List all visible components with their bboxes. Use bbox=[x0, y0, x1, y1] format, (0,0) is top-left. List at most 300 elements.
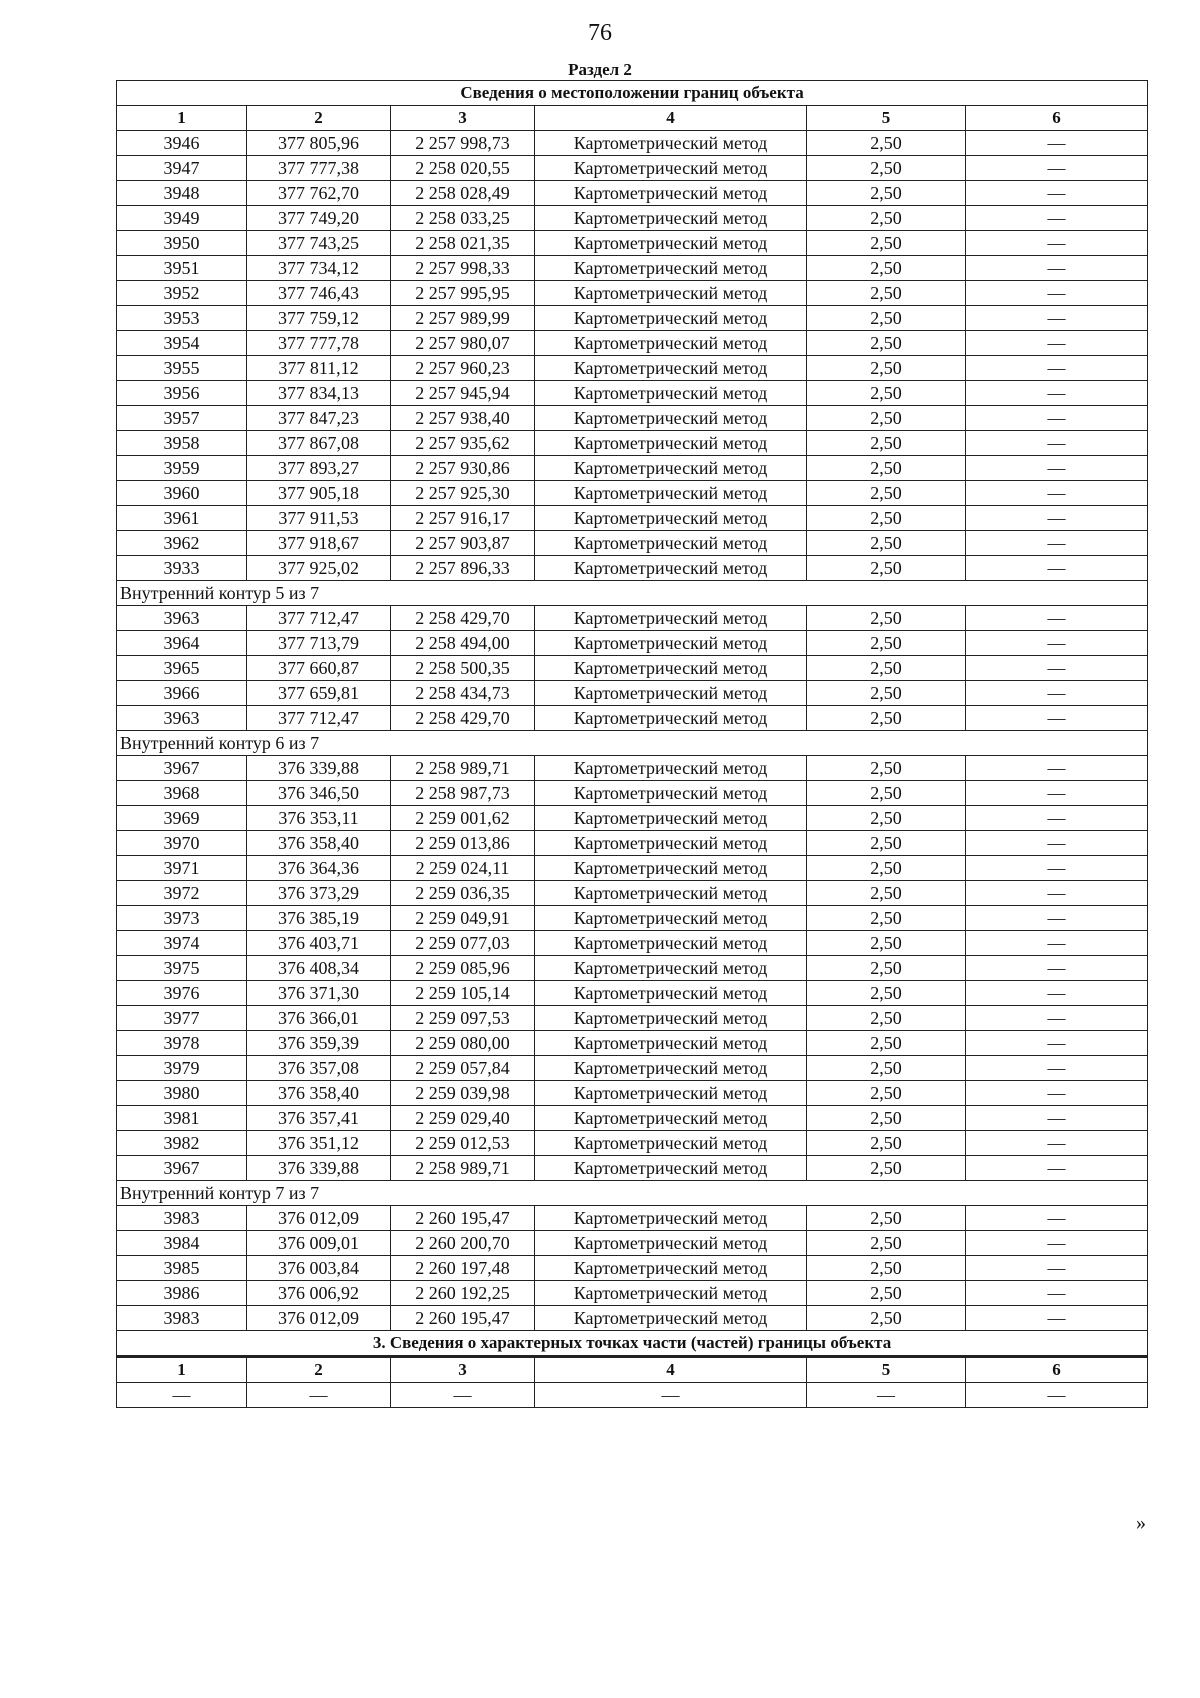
table-cell: 2,50 bbox=[807, 1156, 966, 1181]
table-cell: 2 258 987,73 bbox=[391, 781, 535, 806]
table-cell: 377 712,47 bbox=[247, 706, 391, 731]
table-cell: — bbox=[966, 156, 1148, 181]
table-cell: — bbox=[966, 431, 1148, 456]
table-row bbox=[117, 656, 1148, 681]
table-cell: Картометрический метод bbox=[535, 881, 807, 906]
table-cell: — bbox=[966, 706, 1148, 731]
table-cell: 377 712,47 bbox=[247, 606, 391, 631]
table-cell: Картометрический метод bbox=[535, 356, 807, 381]
table-cell: 377 867,08 bbox=[247, 431, 391, 456]
table-cell: — bbox=[966, 306, 1148, 331]
table-cell: 2,50 bbox=[807, 231, 966, 256]
table-cell: 2,50 bbox=[807, 1256, 966, 1281]
table-cell: 2 258 989,71 bbox=[391, 1156, 535, 1181]
table-cell: 2,50 bbox=[807, 956, 966, 981]
table-cell: 376 006,92 bbox=[247, 1281, 391, 1306]
table-cell: 2,50 bbox=[807, 1006, 966, 1031]
table-cell: — bbox=[966, 556, 1148, 581]
table-cell: 2,50 bbox=[807, 531, 966, 556]
table-cell: 2,50 bbox=[807, 781, 966, 806]
table-cell: Картометрический метод bbox=[535, 1031, 807, 1056]
table-cell: 2,50 bbox=[807, 356, 966, 381]
table-row bbox=[117, 906, 1148, 931]
table-cell: 377 734,12 bbox=[247, 256, 391, 281]
table-row bbox=[117, 1156, 1148, 1181]
table-cell: 3976 bbox=[117, 981, 247, 1006]
page-number: 76 bbox=[588, 20, 612, 46]
table-cell: Картометрический метод bbox=[535, 1081, 807, 1106]
table-cell: — bbox=[966, 1156, 1148, 1181]
table-row bbox=[117, 631, 1148, 656]
table-cell: Картометрический метод bbox=[535, 906, 807, 931]
section3-header-row bbox=[117, 1357, 1148, 1383]
table-cell: 2 257 935,62 bbox=[391, 431, 535, 456]
table-cell: — bbox=[966, 1206, 1148, 1231]
table-cell: 376 012,09 bbox=[247, 1306, 391, 1331]
table-cell: 2,50 bbox=[807, 1056, 966, 1081]
table-row bbox=[117, 706, 1148, 731]
table-cell: Картометрический метод bbox=[535, 931, 807, 956]
table-row bbox=[117, 331, 1148, 356]
table-cell: — bbox=[966, 656, 1148, 681]
section3-row bbox=[117, 1383, 1148, 1408]
table-cell: 2,50 bbox=[807, 981, 966, 1006]
table-title-row bbox=[117, 81, 1148, 106]
table-cell: Картометрический метод bbox=[535, 456, 807, 481]
table-cell: 3958 bbox=[117, 431, 247, 456]
table-cell: 3971 bbox=[117, 856, 247, 881]
table-cell: 376 373,29 bbox=[247, 881, 391, 906]
table-cell: Картометрический метод bbox=[535, 256, 807, 281]
table-cell: 376 371,30 bbox=[247, 981, 391, 1006]
table-cell: 2 258 429,70 bbox=[391, 606, 535, 631]
table-cell: Картометрический метод bbox=[535, 1006, 807, 1031]
table-cell: 377 759,12 bbox=[247, 306, 391, 331]
table-cell: 376 403,71 bbox=[247, 931, 391, 956]
table-cell: 2,50 bbox=[807, 1081, 966, 1106]
table-cell: — bbox=[966, 1306, 1148, 1331]
section-label: Раздел 2 bbox=[568, 60, 632, 79]
table-row bbox=[117, 806, 1148, 831]
table-cell: 377 713,79 bbox=[247, 631, 391, 656]
table-cell: — bbox=[966, 531, 1148, 556]
table-cell: — bbox=[966, 981, 1148, 1006]
table-row bbox=[117, 431, 1148, 456]
table-cell: 376 358,40 bbox=[247, 831, 391, 856]
table-cell: 3953 bbox=[117, 306, 247, 331]
table-cell: 377 777,38 bbox=[247, 156, 391, 181]
table-cell: 2,50 bbox=[807, 181, 966, 206]
table-cell: 2,50 bbox=[807, 631, 966, 656]
table-cell: 2 259 077,03 bbox=[391, 931, 535, 956]
table-cell: Картометрический метод bbox=[535, 131, 807, 156]
table-cell: — bbox=[966, 681, 1148, 706]
column-header: 1 bbox=[117, 1357, 247, 1383]
table-cell: Картометрический метод bbox=[535, 281, 807, 306]
table-cell: 2,50 bbox=[807, 706, 966, 731]
table-cell: 3982 bbox=[117, 1131, 247, 1156]
table-cell: — bbox=[966, 381, 1148, 406]
table-cell: — bbox=[966, 931, 1148, 956]
table-row bbox=[117, 356, 1148, 381]
table-cell: Картометрический метод bbox=[535, 831, 807, 856]
table-cell: 3975 bbox=[117, 956, 247, 981]
table-cell: Картометрический метод bbox=[535, 531, 807, 556]
table-cell: 2,50 bbox=[807, 331, 966, 356]
table-cell: 2,50 bbox=[807, 556, 966, 581]
table-row bbox=[117, 1131, 1148, 1156]
table-cell: 2 259 039,98 bbox=[391, 1081, 535, 1106]
contour-label: Внутренний контур 6 из 7 bbox=[117, 731, 1148, 756]
table-cell: 2,50 bbox=[807, 1231, 966, 1256]
table-row bbox=[117, 831, 1148, 856]
table-cell: 2 260 192,25 bbox=[391, 1281, 535, 1306]
table-cell: 377 805,96 bbox=[247, 131, 391, 156]
table-cell: Картометрический метод bbox=[535, 481, 807, 506]
table-cell: Картометрический метод bbox=[535, 231, 807, 256]
table-cell: Картометрический метод bbox=[535, 606, 807, 631]
table-cell: 2 259 057,84 bbox=[391, 1056, 535, 1081]
table-cell: 377 749,20 bbox=[247, 206, 391, 231]
table-cell: 2 257 945,94 bbox=[391, 381, 535, 406]
table-cell: 3962 bbox=[117, 531, 247, 556]
table-row bbox=[117, 456, 1148, 481]
table-cell: 3969 bbox=[117, 806, 247, 831]
table-cell: Картометрический метод bbox=[535, 556, 807, 581]
table-cell: 2 259 097,53 bbox=[391, 1006, 535, 1031]
table-cell: 2,50 bbox=[807, 381, 966, 406]
table-cell: 2,50 bbox=[807, 656, 966, 681]
table-cell: 2,50 bbox=[807, 156, 966, 181]
table-cell: 377 746,43 bbox=[247, 281, 391, 306]
table-cell: 2,50 bbox=[807, 406, 966, 431]
table-cell: 377 777,78 bbox=[247, 331, 391, 356]
table-cell: 3956 bbox=[117, 381, 247, 406]
table-cell: — bbox=[966, 831, 1148, 856]
table-cell: 3948 bbox=[117, 181, 247, 206]
table-cell: 376 358,40 bbox=[247, 1081, 391, 1106]
table-cell: — bbox=[966, 206, 1148, 231]
table-row bbox=[117, 1081, 1148, 1106]
table-cell: — bbox=[966, 756, 1148, 781]
table-row bbox=[117, 306, 1148, 331]
table-cell: 2 257 925,30 bbox=[391, 481, 535, 506]
table-cell: 2,50 bbox=[807, 1281, 966, 1306]
table-row bbox=[117, 1031, 1148, 1056]
table-cell: — bbox=[117, 1383, 247, 1408]
table-cell: — bbox=[966, 1056, 1148, 1081]
table-cell: 2 260 195,47 bbox=[391, 1306, 535, 1331]
table-cell: — bbox=[966, 806, 1148, 831]
table-row bbox=[117, 381, 1148, 406]
table-cell: 2,50 bbox=[807, 306, 966, 331]
table-cell: Картометрический метод bbox=[535, 506, 807, 531]
table-cell: 3972 bbox=[117, 881, 247, 906]
table-cell: 3955 bbox=[117, 356, 247, 381]
table-cell: 3981 bbox=[117, 1106, 247, 1131]
table-cell: Картометрический метод bbox=[535, 806, 807, 831]
table-cell: 2 259 080,00 bbox=[391, 1031, 535, 1056]
table-row bbox=[117, 1306, 1148, 1331]
table-cell: 2,50 bbox=[807, 281, 966, 306]
table-cell: 2,50 bbox=[807, 681, 966, 706]
table-cell: — bbox=[966, 1006, 1148, 1031]
table-cell: 2 258 021,35 bbox=[391, 231, 535, 256]
table-cell: — bbox=[966, 281, 1148, 306]
table-cell: 2 259 012,53 bbox=[391, 1131, 535, 1156]
table-cell: Картометрический метод bbox=[535, 156, 807, 181]
column-header: 3 bbox=[391, 106, 535, 131]
table-title: Сведения о местоположении границ объекта bbox=[117, 81, 1148, 106]
table-cell: — bbox=[966, 606, 1148, 631]
table-cell: 376 408,34 bbox=[247, 956, 391, 981]
table-row bbox=[117, 531, 1148, 556]
table-cell: 377 834,13 bbox=[247, 381, 391, 406]
table-cell: 2,50 bbox=[807, 1031, 966, 1056]
table-cell: — bbox=[966, 1106, 1148, 1131]
table-cell: 2 257 938,40 bbox=[391, 406, 535, 431]
table-row bbox=[117, 956, 1148, 981]
table-cell: 3970 bbox=[117, 831, 247, 856]
table-row bbox=[117, 931, 1148, 956]
table-cell: 3986 bbox=[117, 1281, 247, 1306]
table-cell: Картометрический метод bbox=[535, 706, 807, 731]
table-cell: 2,50 bbox=[807, 1106, 966, 1131]
table-cell: Картометрический метод bbox=[535, 1106, 807, 1131]
table-cell: 3963 bbox=[117, 606, 247, 631]
table-cell: 2,50 bbox=[807, 606, 966, 631]
table-cell: 3974 bbox=[117, 931, 247, 956]
table-cell: Картометрический метод bbox=[535, 756, 807, 781]
table-cell: — bbox=[391, 1383, 535, 1408]
table-cell: 3957 bbox=[117, 406, 247, 431]
table-cell: — bbox=[966, 631, 1148, 656]
table-cell: 2,50 bbox=[807, 506, 966, 531]
table-cell: 2,50 bbox=[807, 256, 966, 281]
table-cell: 2 257 998,73 bbox=[391, 131, 535, 156]
table-cell: — bbox=[966, 256, 1148, 281]
column-header: 6 bbox=[966, 1357, 1148, 1383]
table-cell: Картометрический метод bbox=[535, 781, 807, 806]
contour-heading-row bbox=[117, 581, 1148, 606]
table-cell: 3947 bbox=[117, 156, 247, 181]
table-cell: 2,50 bbox=[807, 1206, 966, 1231]
table-cell: 376 339,88 bbox=[247, 1156, 391, 1181]
table-cell: 376 339,88 bbox=[247, 756, 391, 781]
table-cell: 2,50 bbox=[807, 1306, 966, 1331]
table-cell: 3966 bbox=[117, 681, 247, 706]
table-cell: 3933 bbox=[117, 556, 247, 581]
table-cell: — bbox=[966, 506, 1148, 531]
contour-heading-row bbox=[117, 731, 1148, 756]
table-cell: 2 258 033,25 bbox=[391, 206, 535, 231]
table-cell: 3951 bbox=[117, 256, 247, 281]
table-cell: Картометрический метод bbox=[535, 681, 807, 706]
table-row bbox=[117, 131, 1148, 156]
table-row bbox=[117, 1256, 1148, 1281]
table-row bbox=[117, 981, 1148, 1006]
table-cell: 2 259 024,11 bbox=[391, 856, 535, 881]
table-row bbox=[117, 206, 1148, 231]
table-cell: 3967 bbox=[117, 1156, 247, 1181]
table-cell: 3978 bbox=[117, 1031, 247, 1056]
table-cell: 2 258 494,00 bbox=[391, 631, 535, 656]
table-cell: 3980 bbox=[117, 1081, 247, 1106]
table-cell: 2,50 bbox=[807, 906, 966, 931]
table-cell: 2 260 197,48 bbox=[391, 1256, 535, 1281]
table-cell: — bbox=[966, 906, 1148, 931]
table-cell: 377 660,87 bbox=[247, 656, 391, 681]
table-cell: 2 260 200,70 bbox=[391, 1231, 535, 1256]
table-cell: 2,50 bbox=[807, 206, 966, 231]
table-cell: 376 009,01 bbox=[247, 1231, 391, 1256]
table-cell: Картометрический метод bbox=[535, 1206, 807, 1231]
table-cell: — bbox=[966, 131, 1148, 156]
column-header: 3 bbox=[391, 1357, 535, 1383]
table-cell: 3949 bbox=[117, 206, 247, 231]
table-row bbox=[117, 156, 1148, 181]
table-cell: Картометрический метод bbox=[535, 856, 807, 881]
table-cell: 3950 bbox=[117, 231, 247, 256]
table-row bbox=[117, 1056, 1148, 1081]
table-cell: 3973 bbox=[117, 906, 247, 931]
table-cell: — bbox=[966, 181, 1148, 206]
column-header: 4 bbox=[535, 1357, 807, 1383]
table-row bbox=[117, 606, 1148, 631]
table-cell: 2,50 bbox=[807, 456, 966, 481]
table-row bbox=[117, 181, 1148, 206]
section3-title: 3. Сведения о характерных точках части (частей) границы объекта bbox=[117, 1331, 1148, 1357]
table-cell: 377 911,53 bbox=[247, 506, 391, 531]
table-cell: 377 762,70 bbox=[247, 181, 391, 206]
table-cell: 376 366,01 bbox=[247, 1006, 391, 1031]
table-cell: Картометрический метод bbox=[535, 1131, 807, 1156]
table-row bbox=[117, 1006, 1148, 1031]
table-cell: — bbox=[966, 356, 1148, 381]
table-row bbox=[117, 281, 1148, 306]
table-cell: 377 905,18 bbox=[247, 481, 391, 506]
table-cell: 3946 bbox=[117, 131, 247, 156]
table-cell: — bbox=[966, 1383, 1148, 1408]
table-cell: 2,50 bbox=[807, 1131, 966, 1156]
table-cell: 2,50 bbox=[807, 831, 966, 856]
column-header: 5 bbox=[807, 1357, 966, 1383]
table-cell: Картометрический метод bbox=[535, 656, 807, 681]
table-cell: — bbox=[966, 456, 1148, 481]
table-cell: 3964 bbox=[117, 631, 247, 656]
table-cell: Картометрический метод bbox=[535, 956, 807, 981]
table-cell: 2,50 bbox=[807, 131, 966, 156]
table-row bbox=[117, 1231, 1148, 1256]
table-cell: Картометрический метод bbox=[535, 331, 807, 356]
table-cell: 376 359,39 bbox=[247, 1031, 391, 1056]
table-cell: 2 259 049,91 bbox=[391, 906, 535, 931]
table-cell: 2,50 bbox=[807, 481, 966, 506]
table-cell: 2 258 020,55 bbox=[391, 156, 535, 181]
table-cell: Картометрический метод bbox=[535, 631, 807, 656]
contour-label: Внутренний контур 5 из 7 bbox=[117, 581, 1148, 606]
table-cell: — bbox=[966, 856, 1148, 881]
table-row bbox=[117, 1106, 1148, 1131]
section3-title-row bbox=[117, 1331, 1148, 1357]
table-row bbox=[117, 756, 1148, 781]
table-cell: 3959 bbox=[117, 456, 247, 481]
table-cell: — bbox=[535, 1383, 807, 1408]
table-cell: Картометрический метод bbox=[535, 306, 807, 331]
column-header: 2 bbox=[247, 1357, 391, 1383]
table-row bbox=[117, 556, 1148, 581]
table-cell: 2 258 028,49 bbox=[391, 181, 535, 206]
table-cell: 377 893,27 bbox=[247, 456, 391, 481]
table-cell: 3967 bbox=[117, 756, 247, 781]
table-cell: 3961 bbox=[117, 506, 247, 531]
column-header: 6 bbox=[966, 106, 1148, 131]
table-cell: 3983 bbox=[117, 1306, 247, 1331]
table-cell: 376 357,41 bbox=[247, 1106, 391, 1131]
table-cell: 2 259 001,62 bbox=[391, 806, 535, 831]
table-cell: 2 257 896,33 bbox=[391, 556, 535, 581]
table-cell: 2 258 500,35 bbox=[391, 656, 535, 681]
table-cell: 377 847,23 bbox=[247, 406, 391, 431]
table-cell: 2 259 105,14 bbox=[391, 981, 535, 1006]
table-cell: 2 257 960,23 bbox=[391, 356, 535, 381]
table-cell: Картометрический метод bbox=[535, 206, 807, 231]
table-cell: — bbox=[966, 956, 1148, 981]
table-cell: — bbox=[966, 781, 1148, 806]
column-header: 4 bbox=[535, 106, 807, 131]
table-cell: Картометрический метод bbox=[535, 1306, 807, 1331]
column-header-row bbox=[117, 106, 1148, 131]
table-cell: 377 659,81 bbox=[247, 681, 391, 706]
table-cell: 2,50 bbox=[807, 431, 966, 456]
table-cell: 2 258 434,73 bbox=[391, 681, 535, 706]
table-cell: — bbox=[966, 406, 1148, 431]
table-cell: — bbox=[966, 231, 1148, 256]
table-row bbox=[117, 781, 1148, 806]
table-cell: — bbox=[247, 1383, 391, 1408]
table-cell: 2,50 bbox=[807, 881, 966, 906]
closing-quote: » bbox=[1136, 1512, 1146, 1534]
column-header: 5 bbox=[807, 106, 966, 131]
table-cell: 2 259 029,40 bbox=[391, 1106, 535, 1131]
table-cell: 2 257 980,07 bbox=[391, 331, 535, 356]
table-cell: 2 259 013,86 bbox=[391, 831, 535, 856]
table-row bbox=[117, 481, 1148, 506]
table-cell: 2,50 bbox=[807, 931, 966, 956]
table-cell: 2 257 903,87 bbox=[391, 531, 535, 556]
table-cell: — bbox=[966, 481, 1148, 506]
table-cell: — bbox=[966, 1081, 1148, 1106]
column-header: 1 bbox=[117, 106, 247, 131]
table-row bbox=[117, 856, 1148, 881]
table-cell: 376 012,09 bbox=[247, 1206, 391, 1231]
column-header: 2 bbox=[247, 106, 391, 131]
table-cell: Картометрический метод bbox=[535, 431, 807, 456]
table-row bbox=[117, 1206, 1148, 1231]
table-cell: Картометрический метод bbox=[535, 1156, 807, 1181]
table-cell: 376 351,12 bbox=[247, 1131, 391, 1156]
table-cell: 2 259 085,96 bbox=[391, 956, 535, 981]
table-cell: 2,50 bbox=[807, 806, 966, 831]
table-cell: — bbox=[966, 881, 1148, 906]
table-cell: 3968 bbox=[117, 781, 247, 806]
contour-heading-row bbox=[117, 1181, 1148, 1206]
table-cell: 2 258 989,71 bbox=[391, 756, 535, 781]
table-cell: Картометрический метод bbox=[535, 1256, 807, 1281]
table-cell: 377 925,02 bbox=[247, 556, 391, 581]
table-cell: Картометрический метод bbox=[535, 1281, 807, 1306]
table-cell: 2 257 995,95 bbox=[391, 281, 535, 306]
